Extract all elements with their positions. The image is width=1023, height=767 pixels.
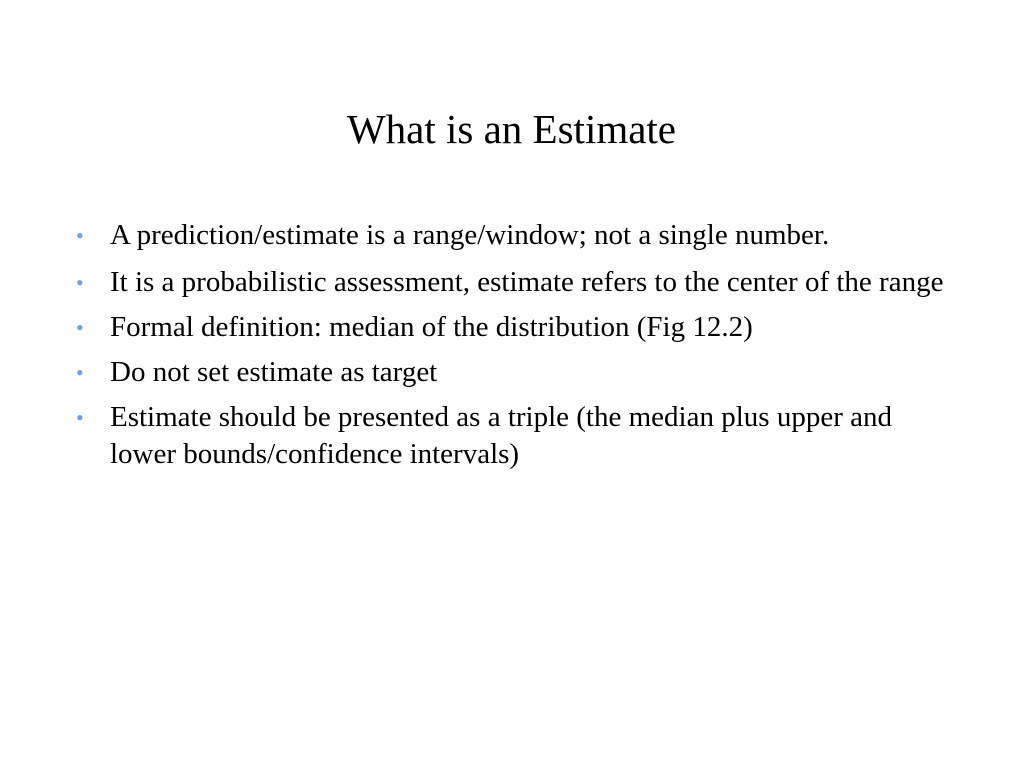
- bullet-text: A prediction/estimate is a range/window; not a single number.: [110, 219, 830, 251]
- bullet-dot-icon: •: [76, 270, 84, 295]
- bullet-dot-icon: •: [76, 223, 84, 248]
- bullet-item: [76, 264, 956, 301]
- bullet-item: [76, 399, 956, 473]
- bullet-item: [76, 354, 956, 391]
- bullet-text: It is a probabilistic assessment, estimate refers to the center of the range: [110, 266, 944, 298]
- bullet-dot-icon: •: [76, 315, 84, 340]
- bullet-text: Formal definition: median of the distribution (Fig 12.2): [110, 311, 753, 343]
- bullet-text: Estimate should be presented as a triple (the median plus upper and lower bounds/confidence intervals): [110, 401, 892, 470]
- slide-title: What is an Estimate: [346, 106, 677, 152]
- bullet-item: [76, 215, 956, 256]
- bullet-dot-icon: •: [76, 405, 84, 430]
- bullet-list: [76, 215, 956, 481]
- bullet-dot-icon: •: [76, 360, 84, 385]
- bullet-text: Do not set estimate as target: [110, 356, 438, 388]
- bullet-item: [76, 309, 956, 346]
